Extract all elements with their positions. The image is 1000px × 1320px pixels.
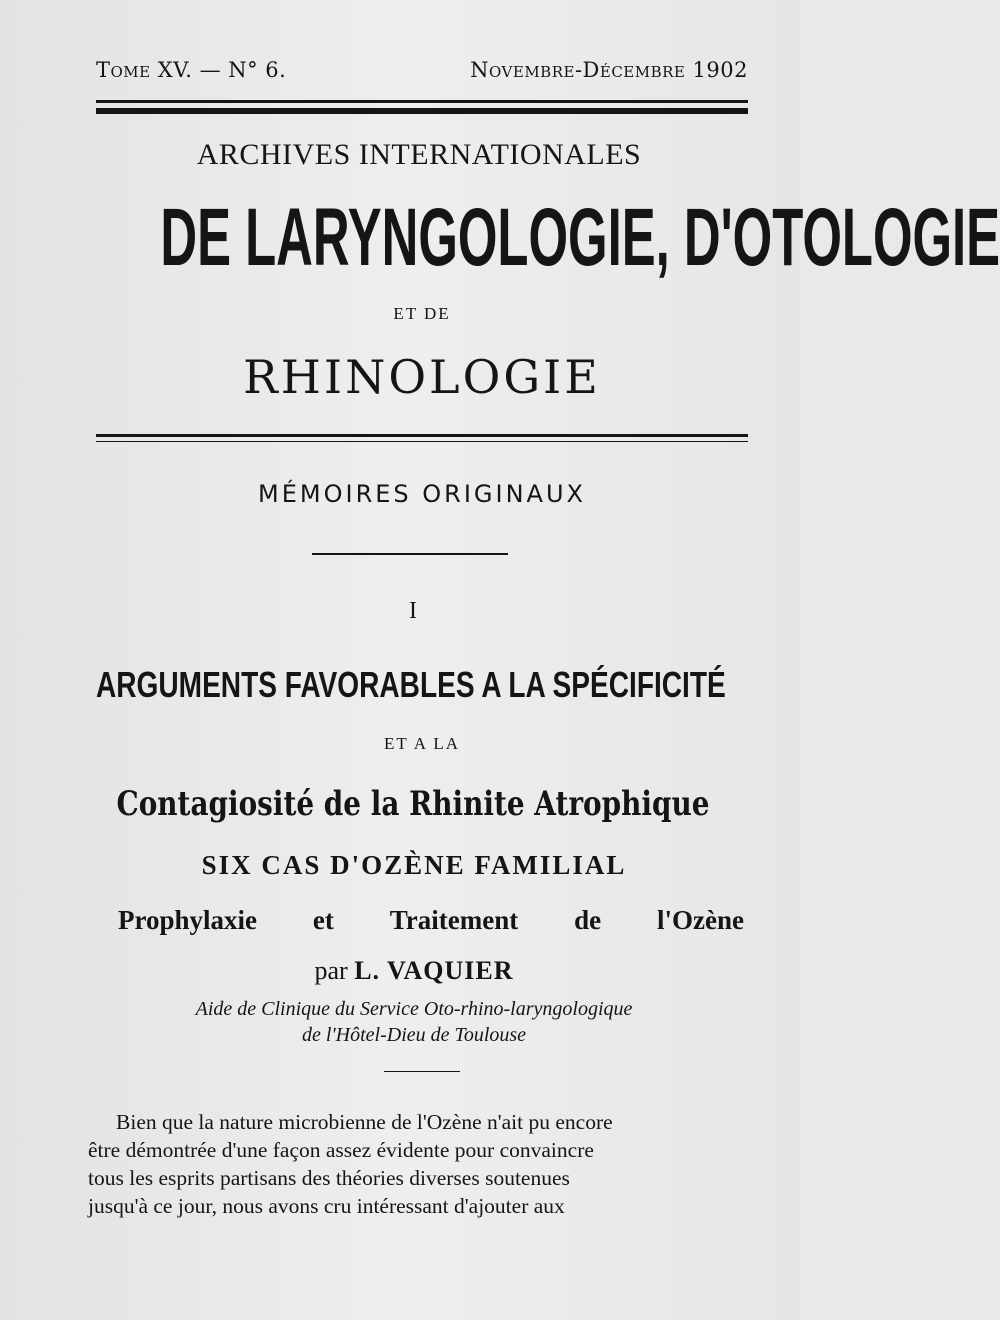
- header-rule-bottom: [96, 108, 748, 114]
- article-connector: ET A LA: [383, 734, 461, 753]
- article-headline: [96, 662, 746, 708]
- journal-title-line1: ARCHIVES INTERNATIONALES: [196, 138, 642, 171]
- topic-word: de: [574, 905, 602, 935]
- affiliation-line1: Aide de Clinique du Service Oto-rhino-laryngologique: [195, 998, 633, 1020]
- journal-title-line2: DE LARYNGOLOGIE, D'OTOLOGIE: [160, 192, 1000, 283]
- article-topic: [118, 905, 744, 936]
- section-title: MÉMOIRES ORIGINAUX: [258, 480, 586, 508]
- topic-word: et: [312, 905, 334, 935]
- byline: [0, 956, 828, 986]
- topic-word: l'Ozène: [657, 905, 744, 935]
- body-paragraph: [88, 1108, 744, 1220]
- article-headline-text: ARGUMENTS FAVORABLES A LA SPÉCIFICITÉ: [96, 664, 726, 705]
- article-number: I: [409, 598, 417, 624]
- issue-date: Novembre-Décembre 1902: [470, 58, 748, 82]
- body-line: jusqu'à ce jour, nous avons cru intéressant d'ajouter aux: [88, 1194, 565, 1218]
- body-line: être démontrée d'une façon assez évidente pour convaincre: [88, 1138, 594, 1162]
- journal-connector: ET DE: [393, 304, 451, 323]
- header-rule-top: [96, 100, 748, 103]
- title-rule-top: [96, 434, 748, 437]
- affiliation-line2: de l'Hôtel-Dieu de Toulouse: [301, 1024, 527, 1046]
- section-divider: [312, 553, 508, 555]
- topic-word: Traitement: [389, 905, 519, 935]
- body-line: Bien que la nature microbienne de l'Ozène n'ait pu encore: [116, 1110, 613, 1134]
- running-head: [96, 58, 748, 82]
- byline-prefix: par: [314, 956, 348, 985]
- topic-word: Prophylaxie: [118, 905, 258, 935]
- article-cases: SIX CAS D'OZÈNE FAMILIAL: [201, 850, 627, 880]
- body-line: tous les esprits partisans des théories diverses soutenues: [88, 1166, 570, 1190]
- volume-number: Tome XV. — N° 6.: [96, 58, 287, 82]
- byline-divider: [384, 1071, 460, 1072]
- journal-title-line2-wrap: [0, 188, 1000, 288]
- article-subhead: Contagiosité de la Rhinite Atrophique: [116, 784, 710, 824]
- journal-title-line3: RHINOLOGIE: [243, 350, 601, 404]
- author-name: L. VAQUIER: [354, 956, 514, 985]
- title-rule-bottom: [96, 441, 748, 442]
